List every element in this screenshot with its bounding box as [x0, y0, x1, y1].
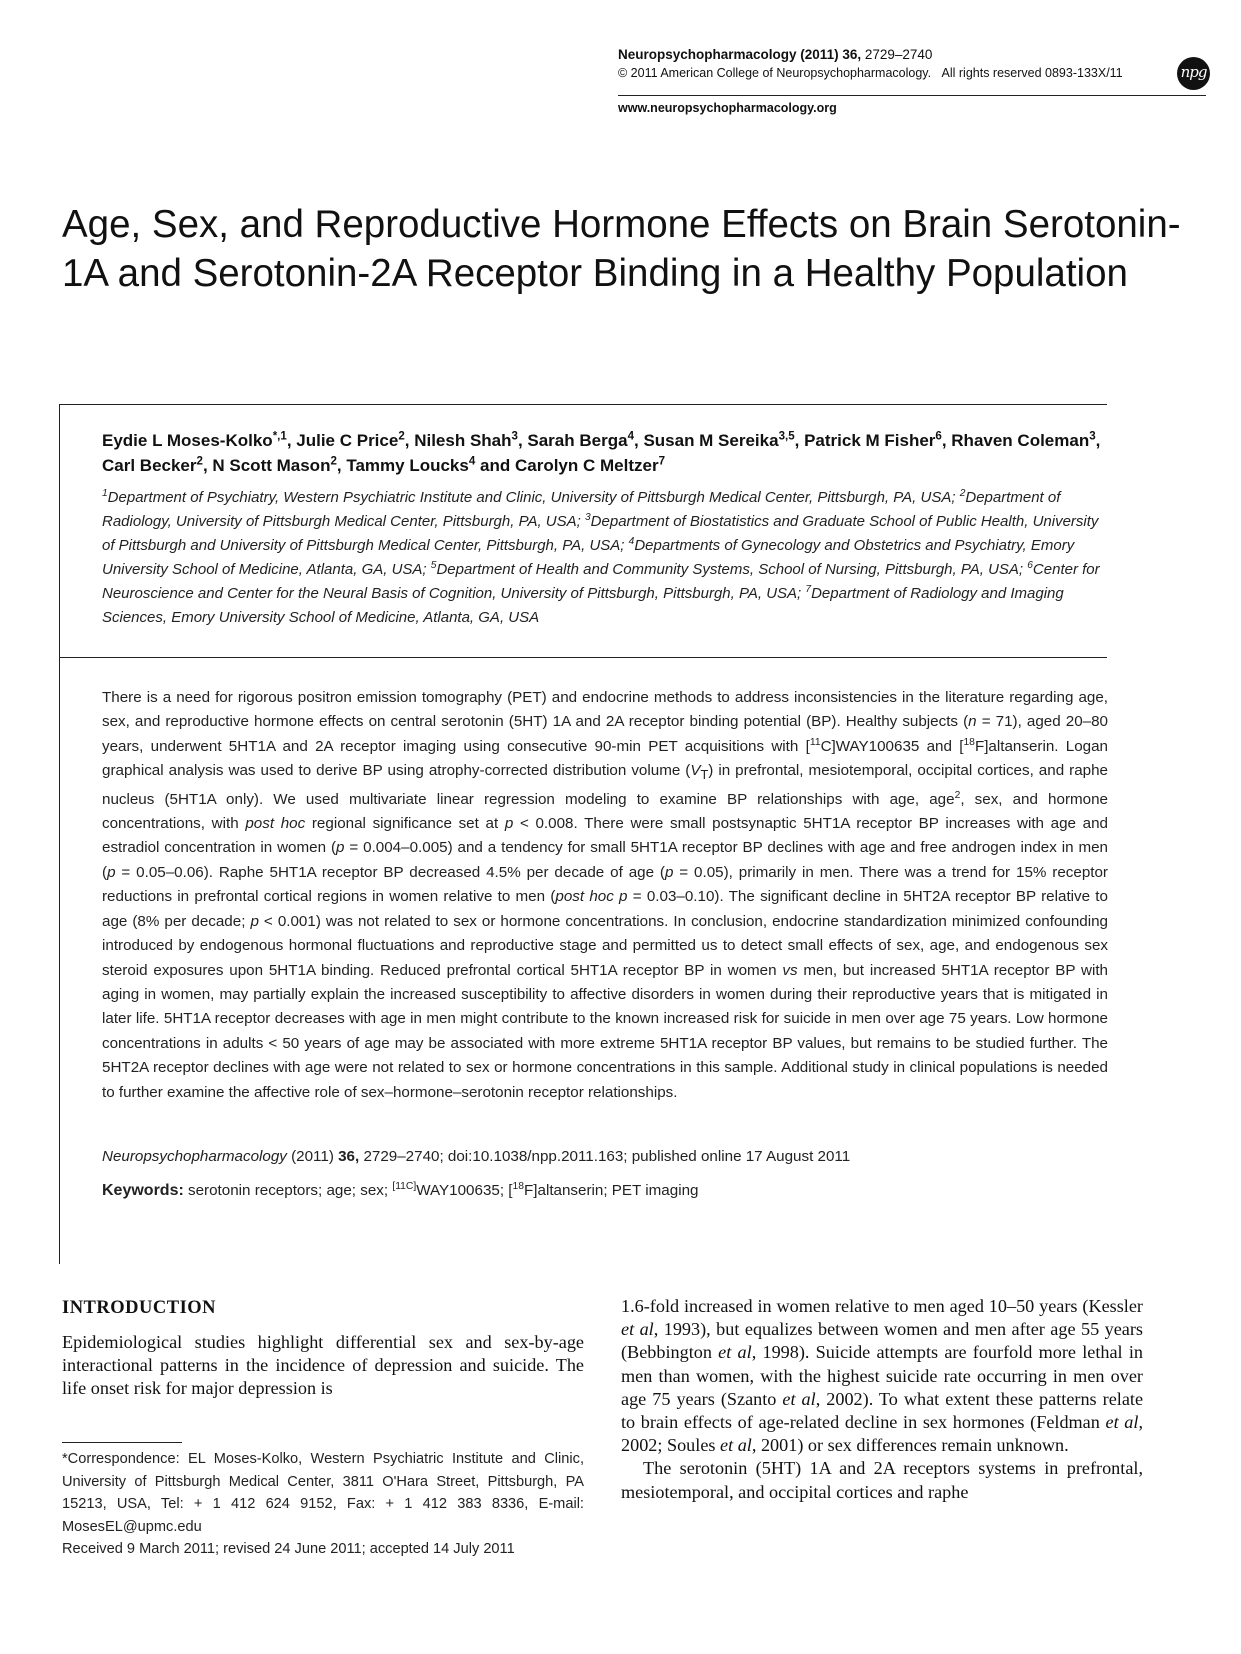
- author-affil-sup: 3,5: [778, 430, 795, 443]
- abstract-var: V: [690, 762, 701, 780]
- abstract-var: n: [968, 713, 977, 731]
- author-affil-sup: 2: [398, 430, 405, 443]
- abstract-text: = 0.05–0.06). Raphe 5HT1A receptor BP decreased 4.5% per decade of age (: [115, 863, 665, 881]
- affiliation: Department of Biostatistics and Graduate School of Public Health, University of Pittsburgh and University of Pittsburgh Medical Center, Pittsburgh, PA, USA;: [102, 513, 1099, 554]
- affiliation: Department of Radiology, University of Pittsburgh Medical Center, Pittsburgh, PA, USA;: [102, 489, 1061, 530]
- abstract-italic: post hoc: [245, 815, 306, 833]
- abstract-text: regional significance set at: [305, 815, 505, 833]
- abstract-text: F]altanserin. Logan graphical analysis was used to derive BP using atrophy-corrected distribution volume (: [102, 737, 1108, 780]
- abstract-var: p: [504, 815, 514, 833]
- isotope-sup: [11C]: [392, 1180, 417, 1192]
- affiliation: Departments of Gynecology and Obstetrics and Psychiatry, Emory University School of Medicine, Atlanta, GA, USA;: [102, 537, 1075, 578]
- affil-sup: 1: [102, 488, 108, 499]
- body-text: 1.6-fold increased in women relative to men aged 10–50 years (Kessler: [621, 1296, 1143, 1316]
- author-name: Carl Becker: [102, 456, 197, 475]
- keywords-text: WAY100635; [: [416, 1182, 513, 1199]
- frame-left-rule: [59, 404, 60, 1264]
- author-name: Sarah Berga: [527, 431, 628, 450]
- et-al: et al: [718, 1342, 752, 1363]
- header-rule: [618, 95, 1206, 96]
- body-text: , 1993), but equalizes between women and men after age 55 years (Bebbington: [621, 1319, 1143, 1363]
- citation-line: [102, 1146, 1108, 1168]
- abstract-sup: 2: [954, 789, 961, 801]
- affil-sup: 5: [430, 560, 437, 571]
- abstract-text: There is a need for rigorous positron emission tomography (PET) and endocrine methods to address inconsistencies in the literature regarding age, sex, and reproductive hormone effects on central serotonin (5HT) 1A and 2A receptor binding potential (BP). Healthy subjects (: [102, 689, 1108, 731]
- keywords-label: Keywords:: [102, 1182, 184, 1199]
- body-text: , 2002; Soules: [621, 1412, 1143, 1456]
- author-affil-sup: *,1: [272, 430, 287, 443]
- intro-left-column: Epidemiological studies highlight differential sex and sex-by-age interactional patterns in the incidence of depression and suicide. The life onset risk for major depression is: [62, 1332, 584, 1399]
- affil-sup: 6: [1027, 560, 1033, 571]
- author-affil-sup: 7: [658, 455, 665, 468]
- npg-logo: npg: [1177, 57, 1210, 90]
- keywords: [102, 1180, 1108, 1202]
- abstract-var: p: [336, 839, 345, 857]
- abstract-var: p: [250, 912, 259, 930]
- affiliation: Department of Psychiatry, Western Psychiatric Institute and Clinic, University of Pittsburgh Medical Center, Pittsburgh, PA, USA;: [107, 489, 956, 506]
- author-name: Susan M Sereika: [643, 431, 779, 450]
- isotope-sup: 18: [963, 736, 975, 748]
- intro-right-column: [621, 1295, 1143, 1504]
- affiliation: Department of Health and Community Systems, School of Nursing, Pittsburgh, PA, USA;: [436, 561, 1024, 578]
- author-name: Eydie L Moses-Kolko: [102, 431, 273, 450]
- abstract-text: = 0.004–0.005) and a tendency for small 5HT1A receptor BP declines with age and free androgen index in men (: [102, 839, 1108, 881]
- abstract-text: , sex, and hormone concentrations, with: [102, 790, 1109, 833]
- rights: All rights reserved 0893-133X/11: [941, 66, 1123, 80]
- keywords-text: F]altanserin; PET imaging: [524, 1182, 699, 1199]
- author-name: Nilesh Shah: [414, 431, 512, 450]
- author-name: Tammy Loucks: [346, 456, 469, 475]
- abstract-text: < 0.001) was not related to sex or hormone concentrations. In conclusion, endocrine standardization minimized confounding introduced by endogenous hormonal fluctuations and reproductive stage and permitted us to detect small effects of sex, age, and endogenous sex steroid exposures upon 5HT1A binding. Reduced prefrontal cortical 5HT1A receptor BP in women: [102, 912, 1108, 979]
- author-name: N Scott Mason: [212, 456, 331, 475]
- author-affil-sup: 4: [468, 455, 476, 468]
- citation-volume: 36,: [338, 1148, 360, 1165]
- frame-top-rule: [59, 404, 1107, 405]
- affil-sup: 2: [959, 488, 966, 499]
- affiliation: Department of Radiology and Imaging Sciences, Emory University School of Medicine, Atlanta, GA, USA: [102, 585, 1064, 626]
- abstract-text: C]WAY100635 and [: [820, 737, 964, 755]
- affil-sup: 4: [628, 536, 635, 547]
- author-name: Julie C Price: [296, 431, 399, 450]
- citation-year: (2011): [286, 1148, 339, 1165]
- journal-pages: 2729–2740: [864, 47, 933, 62]
- abstract-text: = 71), aged 20–80 years, underwent 5HT1A and 2A receptor imaging using consecutive 90-min PET acquisitions with [: [102, 713, 1109, 755]
- journal-header: [618, 46, 1218, 82]
- isotope-sup: 11: [809, 736, 821, 748]
- author-name: Rhaven Coleman: [951, 431, 1090, 450]
- author-name: Carolyn C Meltzer: [514, 456, 659, 475]
- copyright: © 2011 American College of Neuropsychopharmacology.: [618, 66, 932, 80]
- body-text: , 1998). Suicide attempts are fourfold more lethal in men than women, with the highest suicide rate occurring in men over age 75 years (Szanto: [621, 1342, 1143, 1409]
- journal-name: Neuropsychopharmacology (2011) 36,: [618, 47, 862, 62]
- abstract-text: ) in prefrontal, mesiotemporal, occipital cortices, and raphe nucleus (5HT1A only). We used multivariate linear regression modeling to examine BP relationships with age, age: [102, 762, 1109, 808]
- abstract-text: = 0.05), primarily in men. There was a trend for 15% receptor reductions in prefrontal cortical regions in women relative to men (: [102, 863, 1108, 906]
- affiliation: Center for Neuroscience and Center for the Neural Basis of Cognition, University of Pittsburgh, Pittsburgh, PA, USA;: [102, 561, 1100, 602]
- body-text: The serotonin (5HT) 1A and 2A receptors systems in prefrontal, mesiotemporal, and occipital cortices and raphe: [621, 1458, 1143, 1502]
- et-al: et al: [782, 1388, 816, 1409]
- author-affil-sup: 2: [330, 455, 337, 468]
- citation-journal: Neuropsychopharmacology: [102, 1148, 287, 1165]
- article-title: Age, Sex, and Reproductive Hormone Effects on Brain Serotonin-1A and Serotonin-2A Receptor Binding in a Healthy Population: [62, 203, 1181, 295]
- abstract-italic: vs: [782, 961, 798, 979]
- abstract-text: < 0.008. There were small postsynaptic 5HT1A receptor BP increases with age and estradiol concentration in women (: [102, 815, 1108, 857]
- received-dates: Received 9 March 2011; revised 24 June 2011; accepted 14 July 2011: [62, 1541, 515, 1557]
- abstract: [102, 686, 1108, 1105]
- author-affil-sup: 4: [627, 430, 634, 443]
- et-al: et al: [720, 1435, 752, 1456]
- correspondence-footnote: *Correspondence: EL Moses-Kolko, Western Psychiatric Institute and Clinic, University of Pittsburgh Medical Center, 3811 O'Hara Street, Pittsburgh, PA 15213, USA, Tel: + 1 412 624 9152, Fax: + 1 412 383 8336, E-mail: MosesEL@upmc.edu: [62, 1451, 584, 1535]
- body-text: , 2002). To what extent these patterns relate to brain effects of age-related decline in sex hormones (Feldman: [621, 1388, 1144, 1433]
- authors-and: and: [480, 456, 511, 475]
- citation-details: 2729–2740; doi:10.1038/npp.2011.163; published online 17 August 2011: [359, 1148, 851, 1165]
- affil-sup: 3: [585, 512, 591, 523]
- section-heading-introduction: INTRODUCTION: [62, 1298, 217, 1318]
- abstract-var: p: [664, 863, 674, 881]
- journal-url[interactable]: www.neuropsychopharmacology.org: [618, 101, 837, 115]
- author-affil-sup: 3: [511, 430, 518, 443]
- keywords-text: serotonin receptors; age; sex;: [183, 1182, 393, 1199]
- author-affil-sup: 6: [935, 430, 942, 443]
- body-text: , 2001) or sex differences remain unknown.: [751, 1435, 1069, 1456]
- abstract-text: men, but increased 5HT1A receptor BP with aging in women, may partially explain the increased susceptibility to affective disorders in women during their reproductive years that is mitigated in later life. 5HT1A receptor decreases with age in men might contribute to the known increased risk for suicide in men over age 75 years. Low hormone concentrations in adults < 50 years of age may be associated with more extreme 5HT1A receptor BP values, but remains to be studied further. The 5HT2A receptor declines with age were not related to sex or hormone concentrations in this sample. Additional study in clinical populations is needed to further examine the affective role of sex–hormone–serotonin receptor relationships.: [102, 961, 1108, 1101]
- et-al: et al: [621, 1319, 654, 1340]
- abstract-italic: post hoc p: [555, 888, 628, 906]
- isotope-sup: 18: [512, 1180, 524, 1192]
- author-affil-sup: 3: [1089, 430, 1096, 443]
- author-affil-sup: 2: [196, 455, 203, 468]
- author-list: Eydie L Moses-Kolko$^{*,1}$, Julie C Price$^2$, Nilesh Shah$^3$, Sarah Berga$^4$, Susan M Sereika$^{3,5}$, Patrick M Fisher$^6$, Rhaven Coleman$^3$, Carl Becker$^2$, N Scott Mason$^2$, Tammy Loucks$^4$ and Carolyn C Meltzer$^7$: [102, 430, 1101, 475]
- frame-divider-rule: [59, 657, 1107, 658]
- abstract-var: p: [107, 863, 116, 881]
- affil-sup: 7: [805, 584, 812, 595]
- author-name: Patrick M Fisher: [804, 431, 936, 450]
- abstract-text: = 0.03–0.10). The significant decline in 5HT2A receptor BP relative to age (8% per decade;: [102, 888, 1108, 930]
- affiliations: [102, 486, 1112, 630]
- et-al: et al: [1105, 1412, 1139, 1433]
- footnote-rule: [62, 1442, 182, 1443]
- abstract-sub: T: [700, 768, 709, 783]
